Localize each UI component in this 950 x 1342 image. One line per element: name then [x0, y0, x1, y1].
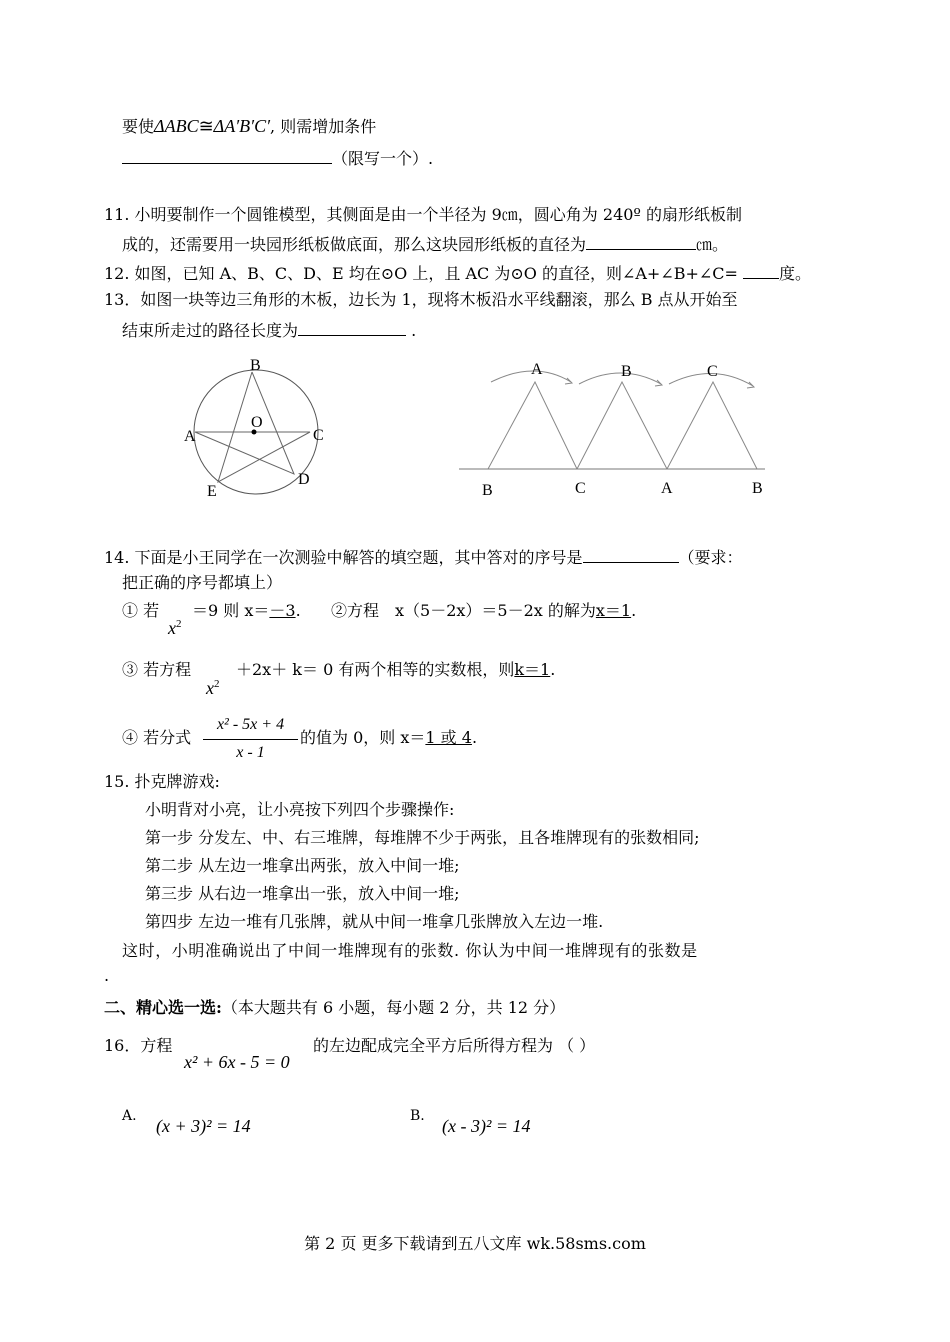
- option-b-label: B.: [410, 1108, 425, 1124]
- page-footer: 第 2 页 更多下载请到五八文库 wk.58sms.com: [304, 1234, 646, 1253]
- q15-l7: .: [104, 966, 110, 985]
- fraction-bar: [203, 739, 298, 740]
- q10-blank-line: （限写一个）.: [122, 147, 433, 169]
- label-o: O: [251, 414, 263, 431]
- q14-item3-rest: ＋2x＋ k＝ 0 有两个相等的实数根，则k＝1.: [236, 660, 556, 679]
- q11-line2: 成的，还需要用一块园形纸板做底面，那么这块园形纸板的直径为 ㎝。: [122, 235, 729, 254]
- section2-header: 二、精心选一选:（本大题共有 6 小题，每小题 2 分，共 12 分）: [104, 998, 566, 1017]
- label-c: C: [313, 427, 324, 444]
- label-e: E: [207, 483, 217, 500]
- triangle-2: [577, 382, 667, 469]
- answer-blank[interactable]: [586, 233, 696, 250]
- rolling-triangle-figure: [455, 352, 775, 502]
- q14-item2: ②方程 x（5－2x）＝5－2x 的解为x＝1.: [331, 601, 637, 620]
- label-a: A: [184, 428, 196, 445]
- q15-l4: 第三步 从右边一堆拿出一张，放入中间一堆;: [145, 884, 460, 903]
- bottom-label-1: B: [482, 482, 493, 499]
- q14-item1-rest: ＝9 则 x＝－3.: [192, 601, 301, 620]
- top-label-1: A: [531, 361, 543, 378]
- triangle-3: [667, 382, 757, 469]
- x-squared-3: $x^2$: [206, 678, 220, 698]
- q12-line: 12. 如图，已知 A、B、C、D、E 均在⊙O 上，且 AC 为⊙O 的直径，则∠A+∠B+∠C= 度。: [104, 264, 812, 283]
- q14-item4: ④ 若分式: [122, 728, 192, 747]
- circle-star-figure: [170, 350, 350, 500]
- q14-line2: 把正确的序号都填上）: [122, 573, 283, 592]
- answer-blank[interactable]: [583, 546, 679, 563]
- label-d: D: [298, 471, 310, 488]
- q16-equation: x² + 6x - 5 = 0: [184, 1052, 290, 1072]
- q16-post: 的左边配成完全平方后所得方程为 （ ）: [313, 1036, 596, 1055]
- label-b: B: [250, 357, 261, 374]
- answer-blank[interactable]: [122, 147, 332, 164]
- q13-line1: 13．如图一块等边三角形的木板，边长为 1，现将木板沿水平线翻滚，那么 B 点从开始至: [104, 290, 738, 309]
- bottom-label-2: C: [575, 480, 586, 497]
- bottom-label-3: A: [661, 480, 673, 497]
- q15-l5: 第四步 左边一堆有几张牌，就从中间一堆拿几张牌放入左边一堆.: [145, 912, 604, 931]
- q14-line1: 14. 下面是小王同学在一次测验中解答的填空题，其中答对的序号是 （要求：: [104, 548, 743, 567]
- top-label-3: C: [707, 363, 718, 380]
- q15-title: 15. 扑克牌游戏:: [104, 772, 220, 791]
- roll-arc-2: [579, 373, 661, 384]
- x-squared-1: $x^2$: [168, 618, 182, 638]
- top-label-2: B: [621, 363, 632, 380]
- q14-item3: ③ 若方程: [122, 660, 192, 679]
- cond-left: ΔABC: [154, 116, 199, 136]
- q16-pre: 16．方程: [104, 1036, 173, 1055]
- q15-l2: 第一步 分发左、中、右三堆牌，每堆牌不少于两张，且各堆牌现有的张数相同;: [145, 828, 700, 847]
- option-a-label: A.: [122, 1108, 137, 1124]
- triangle-1: [488, 382, 577, 469]
- fraction-denominator: x - 1: [236, 744, 265, 761]
- q14-item4-rest: 的值为 0，则 x＝1 或 4.: [300, 728, 478, 747]
- q15-l6: 这时，小明准确说出了中间一堆牌现有的张数. 你认为中间一堆牌现有的张数是: [122, 941, 698, 960]
- q13-line2: 结束所走过的路径长度为 .: [122, 321, 417, 340]
- q15-l3: 第二步 从左边一堆拿出两张，放入中间一堆;: [145, 856, 460, 875]
- answer-blank[interactable]: [743, 262, 779, 279]
- option-a[interactable]: (x + 3)² = 14: [156, 1116, 251, 1136]
- option-b[interactable]: (x - 3)² = 14: [442, 1116, 531, 1136]
- q14-item1: ① 若: [122, 601, 160, 620]
- cond-right: ΔA′B′C′: [213, 116, 271, 136]
- bottom-label-4: B: [752, 480, 763, 497]
- fraction-numerator: x² - 5x + 4: [216, 716, 285, 733]
- q11-line1: 11. 小明要制作一个圆锥模型，其侧面是由一个半径为 9㎝，圆心角为 240º 的扇形纸板制: [104, 205, 743, 224]
- answer-blank[interactable]: [298, 319, 406, 336]
- q10-line: 要使ΔABC≅ΔA′B′C′, 则需增加条件: [122, 116, 377, 136]
- q15-l1: 小明背对小亮，让小亮按下列四个步骤操作:: [145, 800, 455, 819]
